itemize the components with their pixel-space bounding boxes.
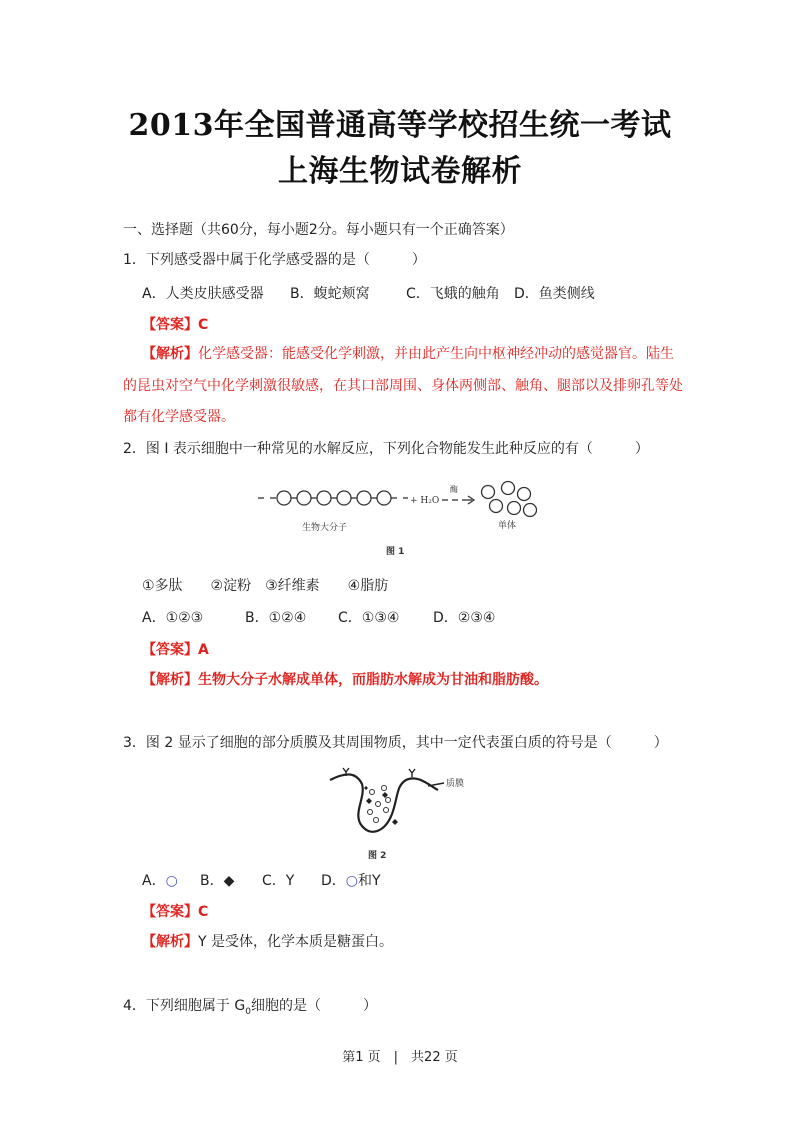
circle-symbol-icon: ○	[165, 873, 178, 889]
membrane-label: 质膜	[446, 779, 465, 789]
q2-answer-value: A	[198, 642, 209, 658]
membrane-diagram	[326, 764, 486, 864]
figure-1	[258, 478, 548, 560]
q1-option-d: D．鱼类侧线	[514, 286, 595, 302]
q2-option-b: B．①②④	[245, 610, 307, 626]
q3-option-a: A．○	[142, 873, 178, 889]
q3-answer	[142, 902, 208, 922]
q2-analysis: 【解析】生物大分子水解成单体，而脂肪水解成为甘油和脂肪酸。	[142, 672, 548, 688]
section-heading: 一、选择题（共60分，每小题2分。每小题只有一个正确答案）	[123, 222, 514, 238]
q3-options	[142, 871, 381, 891]
q1-answer-value: C	[198, 317, 209, 333]
q3-stem: 3．图 2 显示了细胞的部分质膜及其周围物质，其中一定代表蛋白质的符号是（ ）	[123, 735, 668, 751]
q2-analysis-tag: 【解析】	[142, 672, 198, 688]
q1-analysis-line-2: 的昆虫对空气中化学刺激很敏感，在其口部周围、身体两侧部、触角、腿部以及排卵孔等处	[123, 378, 683, 394]
monomer-label: 单体	[498, 521, 517, 531]
q3-option-c: C．Y	[262, 873, 295, 889]
q1-analysis-tag: 【解析】	[142, 346, 198, 362]
q2-option-d: D．②③④	[433, 610, 496, 626]
title-line-1: 2013年全国普通高等学校招生统一考试	[128, 108, 672, 143]
water-label: + H₂O	[410, 496, 440, 506]
q2-answer	[142, 640, 209, 660]
q1-option-b: B．蝮蛇颊窝	[290, 286, 370, 302]
q2-items: ①多肽 ②淀粉 ③纤维素 ④脂肪	[142, 578, 389, 594]
q4-stem: 4．下列细胞属于 $G_0$细胞的是（ ）	[123, 998, 377, 1017]
q2-option-c: C．①③④	[338, 610, 400, 626]
q3-answer-value: C	[198, 904, 209, 920]
q2-options	[142, 608, 495, 628]
enzyme-label: 酶	[450, 485, 458, 494]
q1-analysis-line-3: 都有化学感受器。	[123, 409, 235, 425]
q1-options	[142, 284, 595, 304]
figure-2-caption: 图 2	[368, 851, 387, 861]
figure-2	[326, 764, 486, 864]
macromolecule-label: 生物大分子	[302, 523, 348, 533]
q3-analysis-tag: 【解析】	[142, 934, 198, 950]
diamond-symbol-icon: ◆	[223, 873, 235, 889]
q1-option-c: C．飞蛾的触角	[406, 286, 500, 302]
circle-symbol-icon: ○	[345, 873, 358, 889]
figure-1-caption: 图 1	[386, 547, 405, 557]
q2-option-a: A．①②③	[142, 610, 204, 626]
q1-stem: 1．下列感受器中属于化学感受器的是（ ）	[123, 252, 426, 268]
page-footer: 第1 页 | 共22 页	[342, 1050, 458, 1065]
q2-stem: 2．图 I 表示细胞中一种常见的水解反应，下列化合物能发生此种反应的有（ ）	[123, 441, 649, 457]
q3-option-d: D．○和Y	[321, 873, 381, 889]
q1-option-a: A．人类皮肤感受器	[142, 286, 264, 302]
q3-answer-tag: 【答案】	[142, 904, 198, 920]
q3-option-b: B．◆	[200, 873, 235, 889]
q1-analysis-line-1: 【解析】化学感受器：能感受化学刺激，并由此产生向中枢神经冲动的感觉器官。陆生	[142, 346, 674, 362]
q3-analysis: 【解析】Y 是受体，化学本质是糖蛋白。	[142, 934, 394, 950]
q1-answer	[142, 315, 208, 335]
q2-answer-tag: 【答案】	[142, 642, 198, 658]
hydrolysis-diagram	[258, 478, 548, 560]
q1-answer-tag: 【答案】	[142, 317, 198, 333]
title-line-2: 上海生物试卷解析	[278, 154, 522, 189]
